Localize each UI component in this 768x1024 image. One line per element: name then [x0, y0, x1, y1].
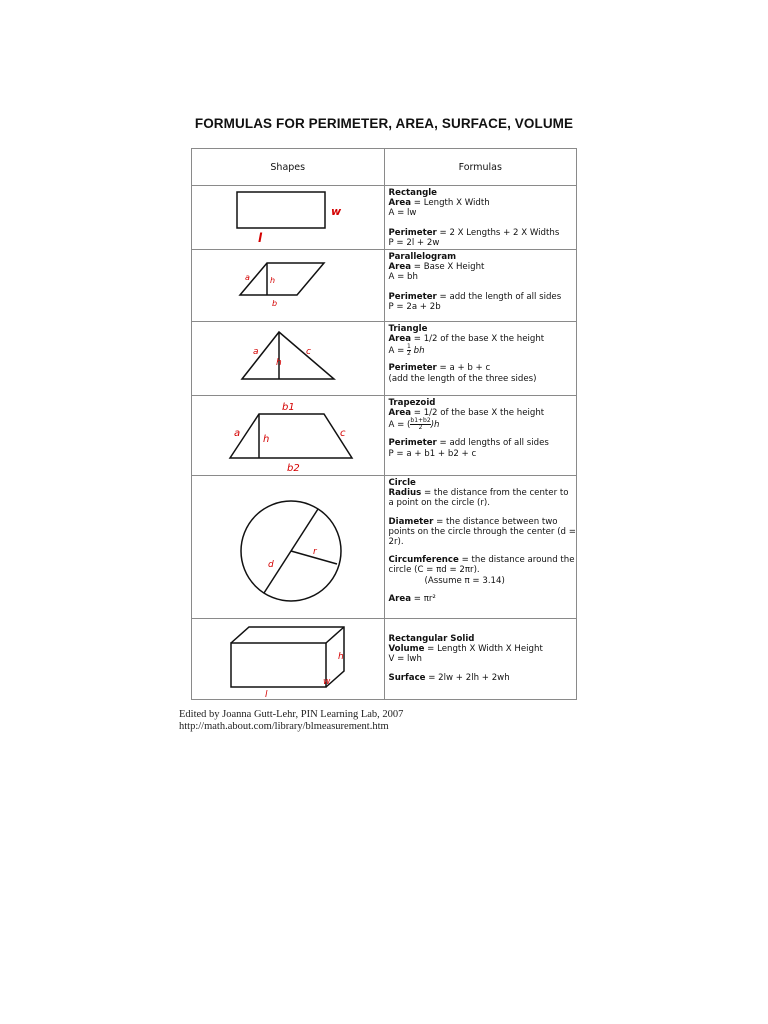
perimeter-text: = a + b + c — [436, 363, 491, 374]
trapezoid-formulas — [384, 396, 577, 476]
rectangle-label-w: w — [331, 205, 342, 218]
diameter-label: Diameter — [388, 516, 434, 527]
shape-name: Rectangular Solid — [388, 634, 475, 644]
table-row — [192, 322, 577, 396]
rectangle-label-l: l — [258, 231, 263, 245]
diameter-text: = the distance between two points on the circle through the center (d = 2r). — [388, 516, 576, 548]
area-formula: A = ( $\frac{b1+b2}{2}$ )h — [388, 417, 440, 432]
area-formula: A = bh — [388, 272, 418, 283]
area-formula: A = $\frac{1}{2}$ bh — [388, 343, 425, 358]
perimeter-formula: P = 2a + 2b — [388, 301, 441, 312]
triangle-shape-cell — [192, 322, 385, 396]
parallelogram-formulas — [384, 250, 577, 322]
triangle-diagram — [192, 322, 383, 395]
shape-name: Triangle — [388, 324, 428, 334]
parallelogram-label-a: a — [245, 273, 250, 282]
circumference-text: = the distance around the circle (C = πd = 2πr). — [388, 555, 575, 576]
radius-label: Radius — [388, 488, 422, 499]
surface-label: Surface — [388, 672, 426, 683]
perimeter-formula: P = a + b1 + b2 + c — [388, 448, 477, 459]
trapezoid-label-a: a — [234, 428, 241, 439]
page-title: FORMULAS FOR PERIMETER, AREA, SURFACE, VOLUME — [194, 116, 574, 131]
circle-label-r: r — [313, 547, 317, 557]
circumference-label: Circumference — [388, 555, 459, 566]
fraction: $\frac{1}{2}$ — [407, 343, 411, 358]
solid-label-w: w — [323, 677, 331, 687]
table-row — [192, 619, 577, 700]
area-label: Area — [388, 262, 412, 273]
perimeter-label: Perimeter — [388, 291, 437, 302]
area-label: Area — [388, 198, 412, 209]
shape-name: Rectangle — [388, 188, 437, 198]
table-row — [192, 476, 577, 619]
solid-formulas — [384, 619, 577, 700]
perimeter-label: Perimeter — [388, 438, 437, 449]
solid-shape-cell — [192, 619, 385, 700]
trapezoid-label-h: h — [263, 434, 270, 445]
triangle-label-c: c — [306, 347, 311, 357]
trapezoid-diagram — [192, 396, 383, 475]
circle-diagram — [192, 476, 383, 618]
perimeter-text: = add lengths of all sides — [436, 438, 549, 449]
circle-label-d: d — [268, 560, 274, 570]
rectangle-diagram — [192, 186, 383, 249]
table-row — [192, 250, 577, 322]
solid-label-l: l — [265, 690, 268, 699]
area-label: Area — [388, 408, 412, 419]
shape-name: Trapezoid — [388, 398, 436, 408]
pi-assumption: (Assume π = 3.14) — [424, 575, 505, 586]
parallelogram-label-h: h — [270, 276, 276, 285]
triangle-label-a: a — [253, 347, 259, 357]
area-label: Area — [388, 334, 412, 345]
rectangular-solid-diagram — [192, 619, 383, 699]
trapezoid-label-c: c — [340, 428, 346, 439]
footer-url: http://math.about.com/library/blmeasurement.htm — [179, 720, 389, 732]
perimeter-formula: P = 2l + 2w — [388, 237, 440, 248]
trapezoid-label-b1: b1 — [282, 402, 295, 413]
fraction: $\frac{b1+b2}{2}$ — [410, 417, 431, 432]
triangle-label-h: h — [276, 358, 282, 368]
circle-formulas — [384, 476, 577, 619]
solid-label-h: h — [338, 652, 344, 662]
perimeter-label: Perimeter — [388, 227, 437, 238]
table-header-row — [192, 149, 577, 186]
area-formula: A = lw — [388, 208, 417, 219]
header-shapes: Shapes — [192, 149, 385, 186]
rectangle-shape-cell — [192, 186, 385, 250]
formula-table — [191, 148, 577, 700]
footer-credit: Edited by Joanna Gutt-Lehr, PIN Learning Lab, 2007 — [179, 709, 404, 720]
area-text: = πr² — [411, 593, 436, 604]
header-formulas: Formulas — [384, 149, 577, 186]
parallelogram-label-b: b — [272, 299, 278, 308]
perimeter-text: = 2 X Lengths + 2 X Widths — [436, 227, 560, 238]
shape-name: Parallelogram — [388, 252, 457, 262]
circle-shape-cell — [192, 476, 385, 619]
parallelogram-shape-cell — [192, 250, 385, 322]
trapezoid-label-b2: b2 — [287, 463, 300, 474]
surface-text: = 2lw + 2lh + 2wh — [425, 672, 510, 683]
volume-label: Volume — [388, 644, 425, 655]
footer — [179, 709, 403, 732]
table-row — [192, 396, 577, 476]
shape-name: Circle — [388, 478, 416, 488]
parallelogram-diagram — [192, 250, 383, 321]
table-row — [192, 186, 577, 250]
trapezoid-shape-cell — [192, 396, 385, 476]
volume-text: = Length X Width X Height — [424, 644, 543, 655]
triangle-formulas — [384, 322, 577, 396]
rectangle-formulas — [384, 186, 577, 250]
area-text: = Length X Width — [411, 198, 490, 209]
perimeter-label: Perimeter — [388, 363, 437, 374]
volume-formula: V = lwh — [388, 654, 422, 665]
area-label: Area — [388, 593, 412, 604]
area-text: = Base X Height — [411, 262, 485, 273]
radius-text: = the distance from the center to a point on the circle (r). — [388, 488, 569, 509]
area-text: = 1/2 of the base X the height — [411, 408, 545, 419]
perimeter-note: (add the length of the three sides) — [388, 373, 537, 384]
area-text: = 1/2 of the base X the height — [411, 334, 545, 345]
perimeter-text: = add the length of all sides — [436, 291, 562, 302]
